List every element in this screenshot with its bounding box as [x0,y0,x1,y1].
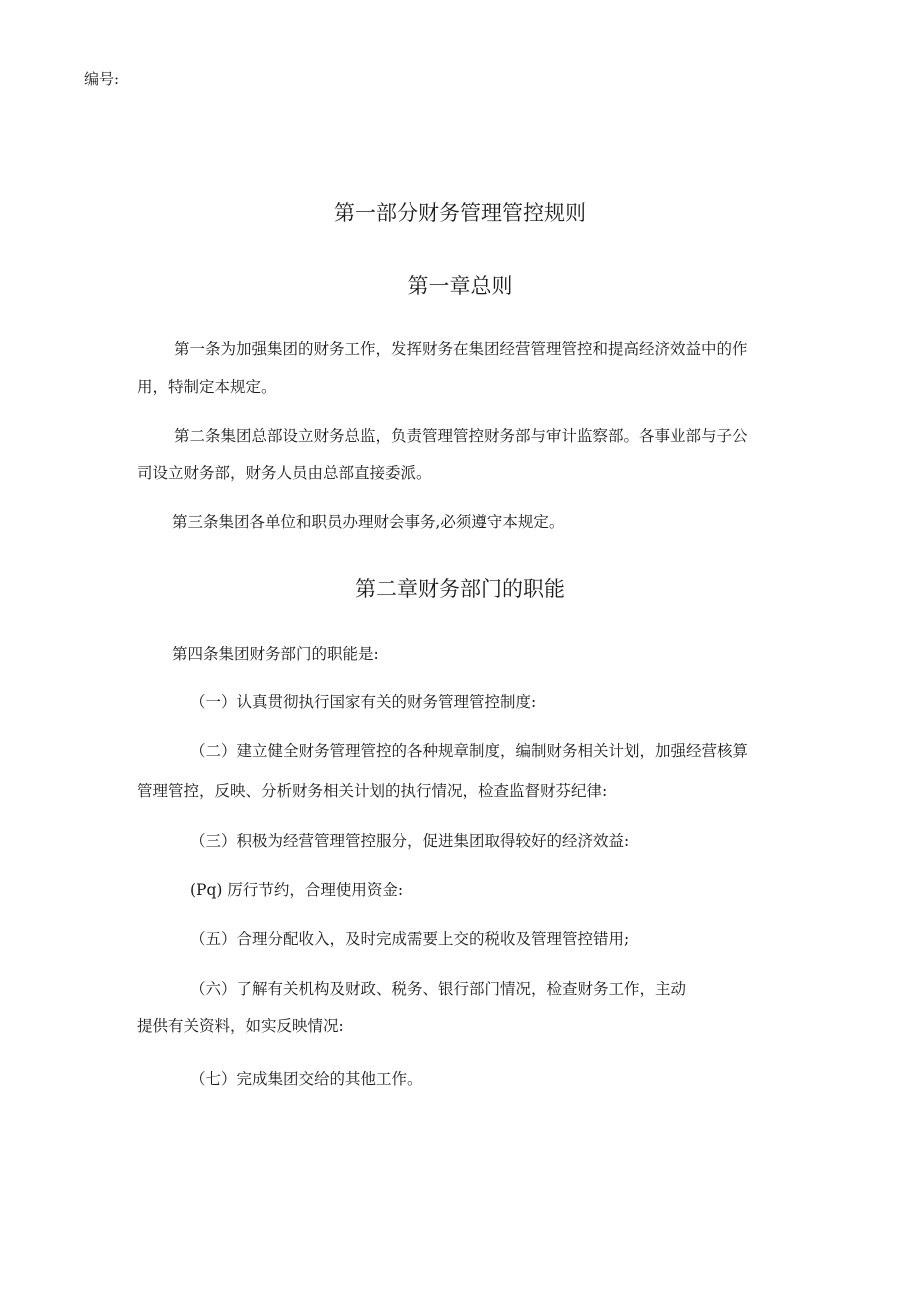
duty-item-2-line-2: 管理管控，反映、分析财务相关计划的执行情况，检查监督财芬纪律: [137,782,608,800]
article-2-line-2: 司设立财务部，财务人员由总部直接委派。 [137,464,432,482]
article-1-line-2: 用，特制定本规定。 [137,378,277,396]
duty-item-5: （五）合理分配收入，及时完成需要上交的税收及管理管控错用; [190,930,630,948]
duty-item-4: (Pq) 厉行节约，合理使用资金: [190,881,404,899]
duty-item-6-line-1: （六）了解有关机构及财政、税务、银行部门情况，检查财务工作，主动 [190,980,687,998]
duty-item-2-line-1: （二）建立健全财务管理管控的各种规章制度，编制财务相关计划，加强经营核算 [190,742,749,760]
article-1-line-1: 第一条为加强集团的财务工作，发挥财务在集团经营管理管控和提高经济效益中的作 [174,340,748,358]
duty-item-6-line-2: 提供有关资料，如实反映情况: [137,1017,344,1035]
duty-item-7: （七）完成集团交给的其他工作。 [190,1070,423,1088]
article-4: 第四条集团财务部门的职能是: [172,645,379,663]
duty-item-1: （一）认真贯彻执行国家有关的财务管理管控制度: [190,693,537,711]
part-title: 第一部分财务管理管控规则 [334,201,586,225]
article-3: 第三条集团各单位和职员办理财会事务,必须遵守本规定。 [172,513,565,531]
duty-item-3: （三）积极为经营管理管控服分，促进集团取得较好的经济效益: [190,832,630,850]
chapter-2-title: 第二章财务部门的职能 [355,577,565,601]
article-2-line-1: 第二条集团总部设立财务总监，负责管理管控财务部与审计监察部。各事业部与子公 [174,427,748,445]
document-number-label: 编号: [84,70,120,88]
chapter-1-title: 第一章总则 [407,274,513,298]
